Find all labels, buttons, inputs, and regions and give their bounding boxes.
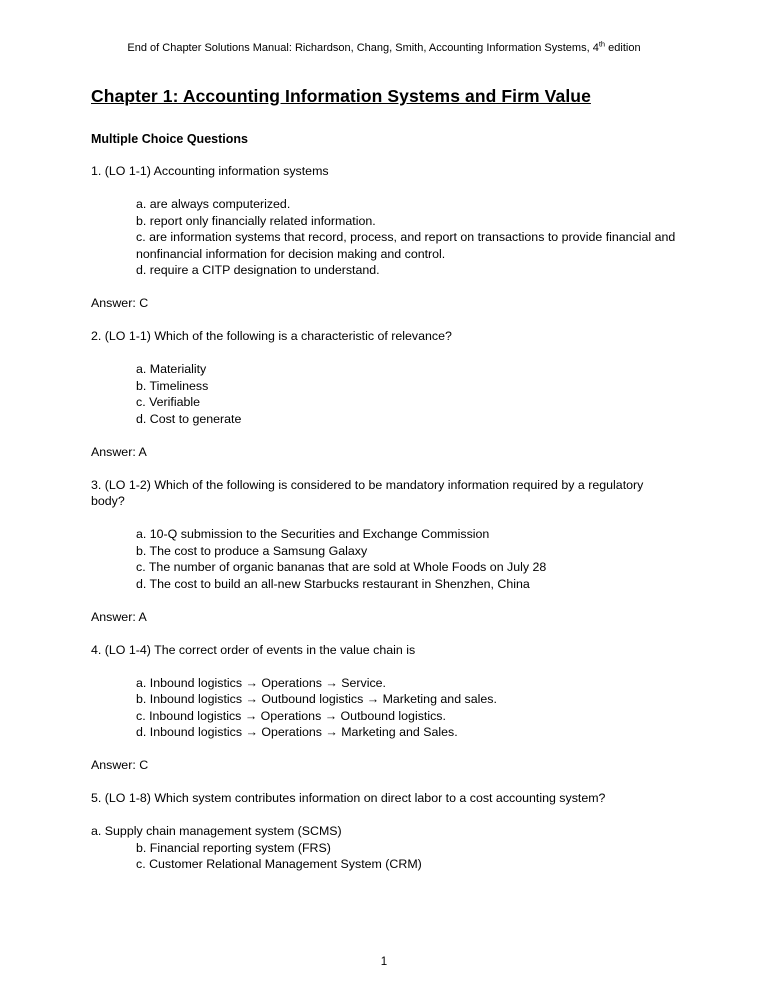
choice-item: a. Inbound logistics → Operations → Service. xyxy=(136,675,386,690)
choice-item: d. require a CITP designation to understand. xyxy=(136,263,380,277)
document-header xyxy=(91,39,677,55)
question-stem: 2. (LO 1-1) Which of the following is a characteristic of relevance? xyxy=(91,329,452,343)
header-text: End of Chapter Solutions Manual: Richardson, Chang, Smith, Accounting Information Systems, 4 xyxy=(127,42,599,54)
choice-item: b. Inbound logistics → Outbound logistics → Marketing and sales. xyxy=(136,692,497,706)
choice-item: c. Inbound logistics → Operations → Outbound logistics. xyxy=(136,708,446,723)
choice-item: b. Timeliness xyxy=(136,378,209,393)
choice-item: d. The cost to build an all-new Starbucks restaurant in Shenzhen, China xyxy=(136,576,530,591)
question-block xyxy=(91,790,677,873)
answer-line: Answer: A xyxy=(91,609,147,624)
question-stem: 3. (LO 1-2) Which of the following is considered to be mandatory information required by a regulatory body? xyxy=(91,477,644,508)
answer-line: Answer: C xyxy=(91,296,149,310)
choice-item: c. are information systems that record, process, and report on transactions to provide financial and nonfinancial information for decision making and control. xyxy=(136,230,676,261)
choice-item: c. Verifiable xyxy=(136,395,201,409)
choice-item: d. Cost to generate xyxy=(136,411,242,426)
question-stem: 5. (LO 1-8) Which system contributes information on direct labor to a cost accounting system? xyxy=(91,791,606,805)
question-block xyxy=(91,477,677,626)
choice-list xyxy=(136,361,677,427)
choice-item: a. 10-Q submission to the Securities and Exchange Commission xyxy=(136,527,490,541)
choice-list xyxy=(136,196,677,279)
choice-item: b. Financial reporting system (FRS) xyxy=(136,840,331,855)
question-block xyxy=(91,642,677,774)
choice-item: a. are always computerized. xyxy=(136,197,291,211)
header-superscript: th xyxy=(598,39,606,49)
question-stem: 1. (LO 1-1) Accounting information systems xyxy=(91,164,329,178)
answer-line: Answer: A xyxy=(91,444,147,459)
choice-item: a. Supply chain management system (SCMS) xyxy=(91,824,342,838)
choice-item: b. report only financially related information. xyxy=(136,213,376,228)
question-block xyxy=(91,163,677,312)
choice-list xyxy=(136,526,677,592)
choice-item: d. Inbound logistics → Operations → Marketing and Sales. xyxy=(136,725,458,739)
header-suffix: edition xyxy=(605,42,641,54)
question-stem: 4. (LO 1-4) The correct order of events in the value chain is xyxy=(91,642,416,657)
choice-item: a. Materiality xyxy=(136,362,207,376)
choice-item: c. The number of organic bananas that are sold at Whole Foods on July 28 xyxy=(136,560,547,574)
answer-line: Answer: C xyxy=(91,758,149,772)
choice-list xyxy=(136,840,677,873)
section-heading: Multiple Choice Questions xyxy=(91,132,248,146)
choice-item: b. The cost to produce a Samsung Galaxy xyxy=(136,543,368,558)
chapter-title: Chapter 1: Accounting Information Systems and Firm Value xyxy=(91,86,591,106)
choice-item: c. Customer Relational Management System (CRM) xyxy=(136,857,422,871)
question-block xyxy=(91,328,677,460)
page-number: 1 xyxy=(380,956,388,968)
choice-list xyxy=(136,675,677,741)
